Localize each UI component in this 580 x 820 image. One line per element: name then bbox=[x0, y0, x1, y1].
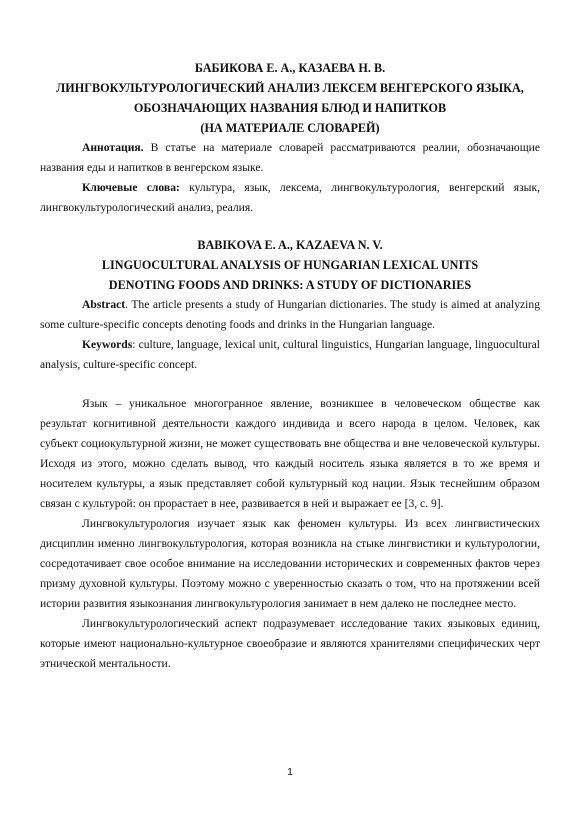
body-paragraph-3: Лингвокультурологический аспект подразумевает исследование таких языковых единиц, которые имеют национально-культурное своеобразие и являются хранителями специфических черт этнической ментальности. bbox=[40, 617, 540, 670]
paper-content bbox=[40, 58, 540, 674]
en-keywords-text: : culture, language, lexical unit, cultural linguistics, Hungarian language, linguocultural analysis, culture-specific concept. bbox=[40, 338, 540, 371]
en-title-line-2: DENOTING FOODS AND DRINKS: A STUDY OF DICTIONARIES bbox=[108, 278, 472, 292]
ru-authors: БАБИКОВА Е. А., КАЗАЕВА Н. В. bbox=[194, 61, 386, 75]
section-gap bbox=[40, 375, 540, 394]
body-paragraph-2: Лингвокультурология изучает язык как феномен культуры. Из всех лингвистических дисциплин именно лингвокультурология, которая возникла на стыке лингвистики и культурологии, сосредотачивает свое особое внимание на исследовании исторических и современных фактов через призму духовной культуры. Поэтому можно с уверенностью сказать о том, что на протяжении всей истории развития языкознания лингвокультурология занимает в нем далеко не последнее место. bbox=[40, 517, 540, 610]
ru-abstract bbox=[40, 138, 540, 178]
en-abstract bbox=[40, 295, 540, 335]
en-keywords bbox=[40, 335, 540, 375]
ru-abstract-label: Аннотация. bbox=[82, 141, 144, 154]
ru-title-line-3: (НА МАТЕРИАЛЕ СЛОВАРЕЙ) bbox=[200, 121, 380, 135]
ru-keywords bbox=[40, 178, 540, 218]
en-title-line-1: LINGUOCULTURAL ANALYSIS OF HUNGARIAN LEXICAL UNITS bbox=[101, 258, 479, 272]
en-keywords-label: Keywords bbox=[82, 338, 133, 351]
ru-abstract-text: В статье на материале словарей рассматриваются реалии, обозначающие названия еды и напитков в венгерском языке. bbox=[40, 141, 540, 174]
page-number: 1 bbox=[287, 766, 293, 778]
ru-title-line-1: ЛИНГВОКУЛЬТУРОЛОГИЧЕСКИЙ АНАЛИЗ ЛЕКСЕМ ВЕНГЕРСКОГО ЯЗЫКА, bbox=[56, 81, 524, 95]
ru-title-line-2: ОБОЗНАЧАЮЩИХ НАЗВАНИЯ БЛЮД И НАПИТКОВ bbox=[133, 101, 447, 115]
section-gap bbox=[40, 218, 540, 235]
en-abstract-label: Abstract bbox=[82, 298, 126, 311]
body-paragraph-1: Язык – уникальное многогранное явление, возникшее в человеческом обществе как результат когнитивной деятельности каждого индивида и всего народа в целом. Человек, как субъект социокультурной жизни, не может существовать вне общества и вне человеческой культуры. Исходя из этого, можно сделать вывод, что каждый носитель языка является в то же время и носителем культуры, а язык представляет собой культурный код нации. Язык теснейшим образом связан с культурой: он прорастает в нее, развивается в ней и выражает ее [3, с. 9]. bbox=[40, 397, 540, 510]
ru-keywords-text: культура, язык, лексема, лингвокультурология, венгерский язык, лингвокультурологический анализ, реалия. bbox=[40, 181, 541, 214]
en-abstract-text: . The article presents a study of Hungarian dictionaries. The study is aimed at analyzing some culture-specific concepts denoting foods and drinks in the Hungarian language. bbox=[40, 298, 540, 331]
ru-keywords-label: Ключевые слова: bbox=[82, 181, 180, 194]
en-authors: BABIKOVA E. A., KAZAEVA N. V. bbox=[197, 238, 383, 252]
